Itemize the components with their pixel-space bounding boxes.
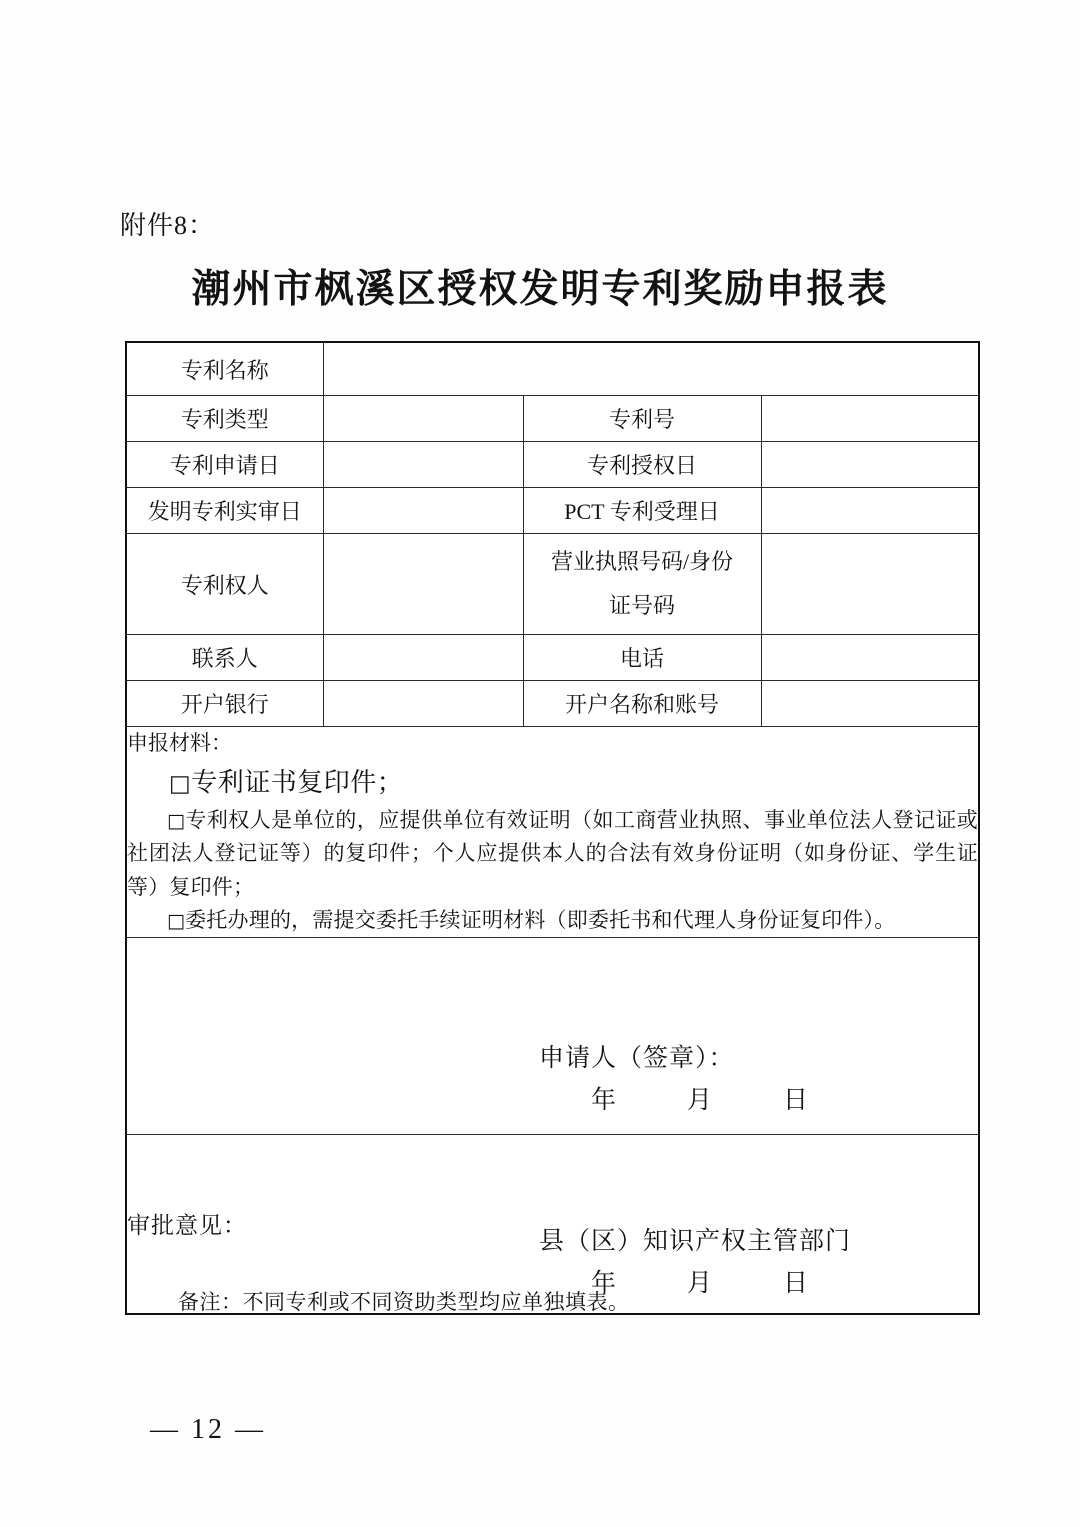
footnote: 备注：不同专利或不同资助类型均应单独填表。 bbox=[178, 1290, 630, 1314]
applicant-signature-label: 申请人（签章）： bbox=[539, 1044, 735, 1072]
applicant-signature-section[interactable] bbox=[126, 937, 979, 1134]
field-label-pct-acceptance-date: PCT 专利受理日 bbox=[523, 488, 761, 534]
license-label-line2: 证号码 bbox=[608, 593, 675, 618]
field-label-patent-number: 专利号 bbox=[523, 396, 761, 442]
field-label-license-or-id-number bbox=[523, 534, 761, 635]
field-label-account-name-and-number: 开户名称和账号 bbox=[523, 681, 761, 727]
field-value-patent-number[interactable] bbox=[761, 396, 979, 442]
approval-department-label: 县（区）知识产权主管部门 bbox=[539, 1227, 852, 1255]
field-label-phone: 电话 bbox=[523, 635, 761, 681]
field-label-patent-type: 专利类型 bbox=[126, 396, 323, 442]
materials-heading: 申报材料： bbox=[127, 731, 232, 755]
materials-item-3-text: 委托办理的，需提交委托手续证明材料（即委托书和代理人身份证复印件）。 bbox=[185, 907, 896, 932]
page-title: 潮州市枫溪区授权发明专利奖励申报表 bbox=[191, 268, 889, 311]
checkbox-icon[interactable]: □ bbox=[169, 771, 192, 798]
field-value-patent-type[interactable] bbox=[323, 396, 523, 442]
materials-row bbox=[126, 727, 979, 938]
table-row bbox=[126, 396, 979, 442]
page-number: — 12 — bbox=[150, 1414, 266, 1445]
field-value-pct-acceptance-date[interactable] bbox=[761, 488, 979, 534]
field-value-account-name-and-number[interactable] bbox=[761, 681, 979, 727]
attachment-label: 附件8： bbox=[120, 211, 216, 240]
field-value-phone[interactable] bbox=[761, 635, 979, 681]
approval-year-label: 年 bbox=[591, 1269, 617, 1297]
license-label-line1: 营业执照号码/身份 bbox=[550, 549, 734, 574]
table-row bbox=[126, 488, 979, 534]
table-row bbox=[126, 442, 979, 488]
field-label-patentee: 专利权人 bbox=[126, 534, 323, 635]
table-row bbox=[126, 681, 979, 727]
field-label-bank: 开户银行 bbox=[126, 681, 323, 727]
materials-section bbox=[126, 727, 979, 938]
applicant-date-line bbox=[539, 1080, 919, 1116]
patent-application-table bbox=[125, 341, 980, 1315]
field-label-patent-name: 专利名称 bbox=[126, 342, 323, 396]
materials-item-1-text: 专利证书复印件； bbox=[191, 768, 404, 798]
field-value-grant-date[interactable] bbox=[761, 442, 979, 488]
field-value-patentee[interactable] bbox=[323, 534, 523, 635]
approval-month-label: 月 bbox=[687, 1269, 713, 1297]
applicant-signature-block bbox=[539, 1038, 919, 1116]
field-value-application-date[interactable] bbox=[323, 442, 523, 488]
field-value-substantive-exam-date[interactable] bbox=[323, 488, 523, 534]
approval-day-label: 日 bbox=[783, 1269, 809, 1297]
field-value-license-or-id-number[interactable] bbox=[761, 534, 979, 635]
table-row bbox=[126, 342, 979, 396]
materials-item-1 bbox=[127, 762, 978, 803]
approval-label: 审批意见： bbox=[127, 1213, 247, 1239]
field-value-bank[interactable] bbox=[323, 681, 523, 727]
applicant-day-label: 日 bbox=[783, 1086, 809, 1114]
table-row bbox=[126, 534, 979, 635]
materials-item-3 bbox=[127, 904, 978, 937]
field-value-patent-name[interactable] bbox=[323, 342, 979, 396]
checkbox-icon[interactable]: □ bbox=[167, 810, 186, 833]
materials-item-2 bbox=[127, 804, 978, 904]
field-label-contact-person: 联系人 bbox=[126, 635, 323, 681]
table-row bbox=[126, 635, 979, 681]
field-label-application-date: 专利申请日 bbox=[126, 442, 323, 488]
field-label-substantive-exam-date: 发明专利实审日 bbox=[126, 488, 323, 534]
applicant-signature-row bbox=[126, 937, 979, 1134]
field-value-contact-person[interactable] bbox=[323, 635, 523, 681]
field-label-grant-date: 专利授权日 bbox=[523, 442, 761, 488]
applicant-month-label: 月 bbox=[687, 1086, 713, 1114]
materials-item-2-text: 专利权人是单位的，应提供单位有效证明（如工商营业执照、事业单位法人登记证或社团法人登记证等）的复印件；个人应提供本人的合法有效身份证明（如身份证、学生证等）复印件； bbox=[127, 808, 978, 899]
applicant-year-label: 年 bbox=[591, 1086, 617, 1114]
checkbox-icon[interactable]: □ bbox=[167, 909, 186, 932]
